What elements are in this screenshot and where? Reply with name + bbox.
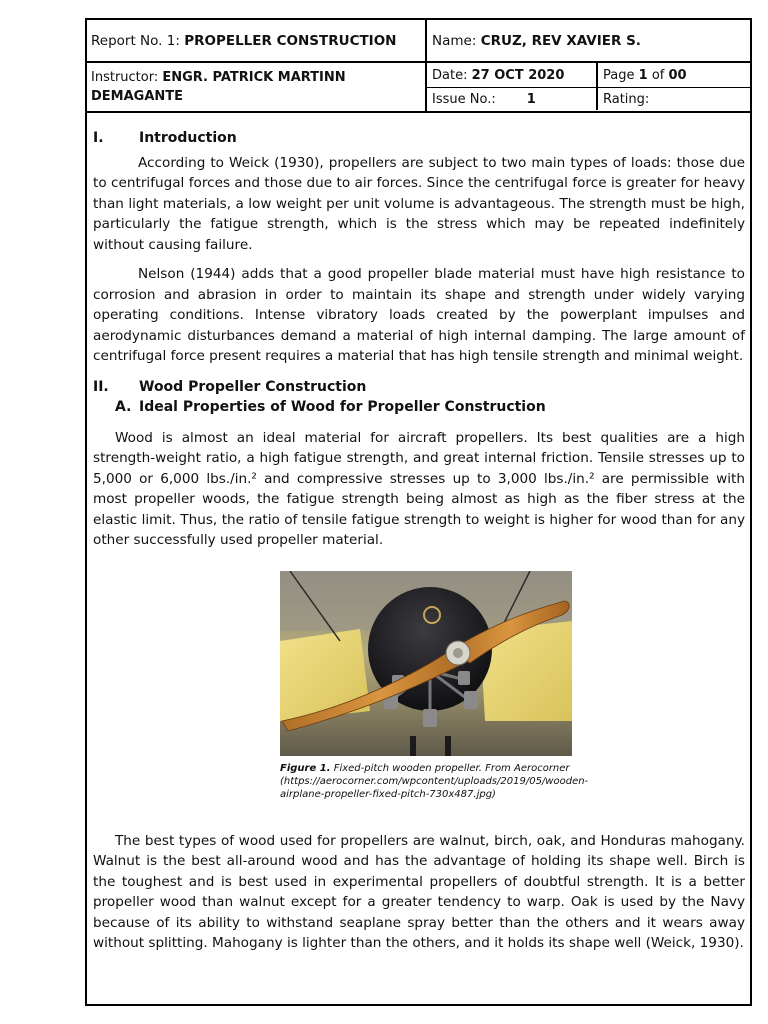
section-heading-wood-construction	[93, 377, 745, 398]
page-current: 1	[638, 67, 648, 83]
wood-paragraph-1: Wood is almost an ideal material for aircraft propellers. Its best qualities are a high strength-weight ratio, a high fatigue strength, and great internal friction. Tensile stresses up to 5,000 or 6,000 lbs./in.² and compressive stresses up to 3,000 lbs./in.² are permissible with most propeller woods, the fatigue strength being almost as high as the fiber stress at the elastic limit. Thus, the ratio of tensile fatigue strength to weight is higher for wood than for any other successfully used propeller material.	[93, 429, 745, 548]
intro-paragraph-1: According to Weick (1930), propellers are subject to two main types of loads: those due to centrifugal forces and those due to air forces. Since the centrifugal force is greater for heavy than light materials, a low weight per unit volume is advantageous. The strength must be high, particularly the fatigue strength, which is the stress which may be repeated indefinitely without causing failure.	[93, 154, 745, 253]
rating-cell	[598, 88, 750, 110]
section-title: Introduction	[139, 130, 237, 146]
name-label: Name:	[432, 32, 477, 49]
report-header-table	[87, 20, 750, 113]
name-cell	[427, 20, 750, 61]
subsection-title: Ideal Properties of Wood for Propeller Construction	[139, 399, 546, 415]
report-body	[93, 125, 745, 954]
name-value: CRUZ, REV XAVIER S.	[480, 32, 641, 49]
instructor-label: Instructor:	[91, 70, 159, 85]
date-cell	[427, 63, 598, 87]
page-cell	[598, 63, 750, 87]
subsection-heading-ideal-properties	[93, 397, 745, 418]
section-number: I.	[93, 130, 104, 146]
report-frame	[85, 18, 752, 1006]
intro-paragraph-2: Nelson (1944) adds that a good propeller blade material must have high resistance to corrosion and abrasion in order to maintain its shape and strength under widely varying operating conditions. Intense vibratory loads created by the powerplant impulses and aerodynamic disturbances demand a material of high internal damping. The large amount of centrifugal force present requires a material that has high tensile strength and minimal weight.	[93, 266, 745, 364]
issue-label: Issue No.:	[432, 91, 496, 107]
instructor-cell	[87, 63, 427, 111]
figure-caption	[280, 762, 589, 801]
date-label: Date:	[432, 67, 468, 83]
report-title: PROPELLER CONSTRUCTION	[184, 32, 397, 49]
issue-value: 1	[526, 91, 536, 107]
page-of: of	[651, 67, 665, 83]
rating-label: Rating:	[603, 91, 650, 107]
report-label: Report No. 1:	[91, 32, 180, 49]
date-value: 27 OCT 2020	[471, 67, 565, 83]
section-number: II.	[93, 378, 109, 395]
propeller-photo	[280, 571, 572, 756]
instructor-name-line1: ENGR. PATRICK MARTINN	[162, 70, 346, 85]
wood-paragraph-2: The best types of wood used for propellers are walnut, birch, oak, and Honduras mahogany. Walnut is the best all-around wood and has the advantage of holding its shape well. Birch is the toughest and is best used in experimental propellers of doubtful strength. It is a better propeller wood than walnut except for a greater tendency to warp. Oak is used by the Navy because of its ability to withstand seaplane spray better than the others and it wears away without splitting. Mahogany is lighter than the others, and it holds its shape well (Weick, 1930).	[93, 832, 745, 951]
report-title-cell	[87, 20, 427, 61]
instructor-name-line2: DEMAGANTE	[91, 89, 184, 104]
page-label: Page	[603, 67, 635, 83]
figure-caption-text: Fixed-pitch wooden propeller. From Aerocorner (https://aerocorner.com/wpcontent/uploads/2019/05/wooden-airplane-propeller-fixed-pitch-730x487.jpg)	[280, 763, 589, 800]
figure-label: Figure 1.	[280, 763, 331, 774]
page-total: 00	[668, 67, 687, 83]
section-title: Wood Propeller Construction	[139, 378, 367, 395]
subsection-number: A.	[115, 399, 132, 415]
issue-cell	[427, 88, 598, 110]
section-heading-introduction	[93, 128, 745, 149]
